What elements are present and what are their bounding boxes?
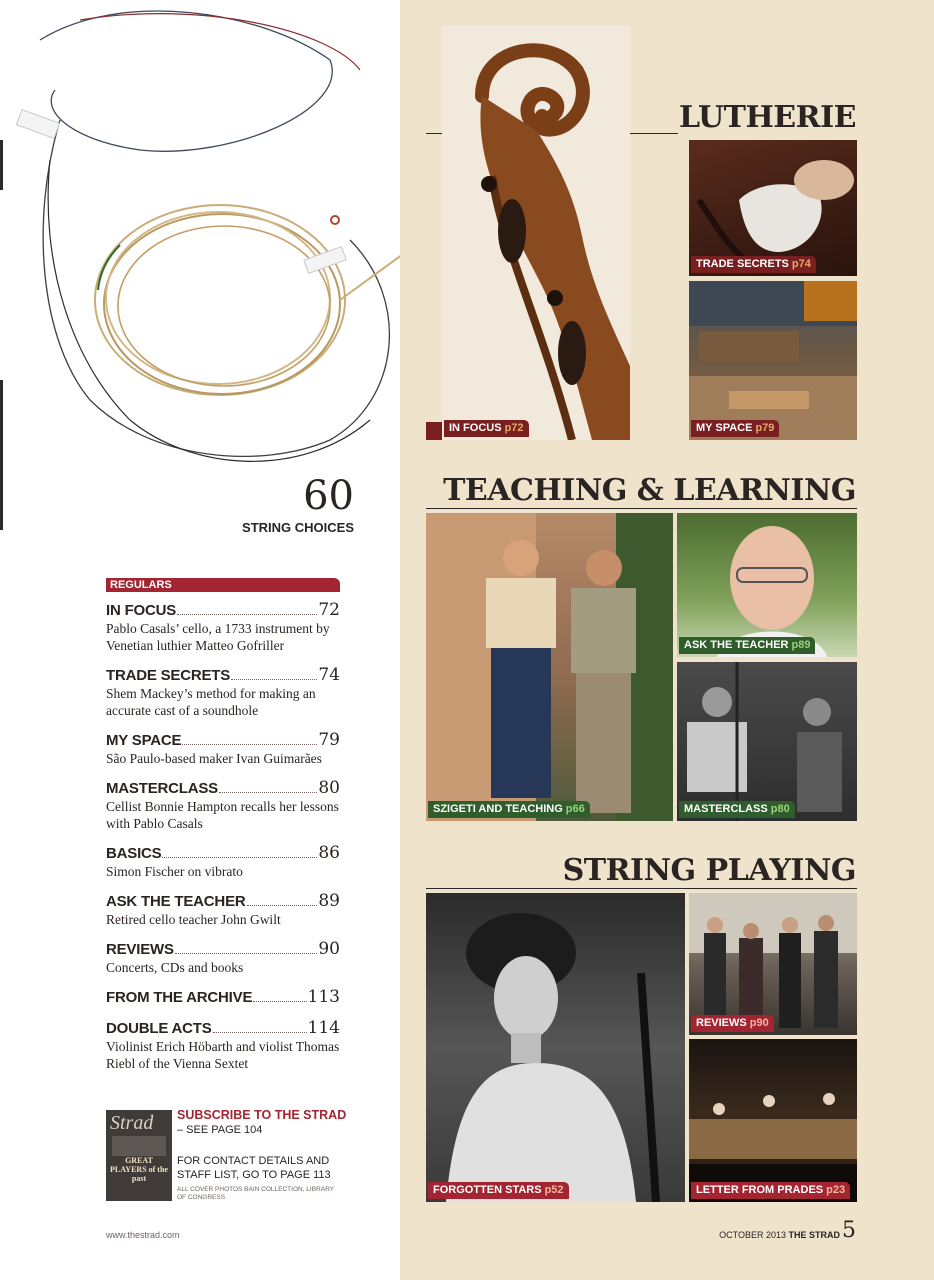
caption-label: ASK THE TEACHER — [684, 639, 789, 651]
caption-page: p79 — [755, 422, 775, 434]
caption-page: p72 — [504, 422, 524, 434]
subscribe-link[interactable]: SUBSCRIBE TO THE STRAD — [177, 1108, 347, 1122]
issue-line — [719, 1230, 840, 1240]
toc-description: São Paulo-based maker Ivan Guimarães — [106, 751, 322, 766]
toc-description: Cellist Bonnie Hampton recalls her lessons with Pablo Casals — [106, 799, 339, 831]
toc-entry-trade-secrets[interactable] — [106, 665, 340, 719]
toc-title: TRADE SECRETS — [106, 667, 231, 684]
toc-title: MY SPACE — [106, 732, 182, 749]
toc-entry-reviews[interactable] — [106, 939, 340, 976]
quartet-street-image — [689, 893, 857, 1035]
toc-page: 80 — [318, 778, 340, 798]
toc-page: 113 — [307, 987, 340, 1007]
caption-label: TRADE SECRETS — [696, 258, 789, 270]
toc-entry-my-space[interactable] — [106, 730, 340, 767]
strings-illustration — [0, 0, 440, 560]
toc-entry-from-the-archive[interactable] — [106, 987, 340, 1007]
toc-entry-ask-the-teacher[interactable] — [106, 891, 340, 928]
letter-from-prades-photo[interactable] — [689, 1039, 857, 1202]
edge-bar — [0, 140, 3, 190]
magazine-cover-thumbnail[interactable] — [106, 1110, 172, 1201]
toc-description: Violinist Erich Höbarth and violist Thomas Riebl of the Vienna Sextet — [106, 1039, 340, 1071]
caption-masterclass — [679, 801, 795, 818]
masterclass-photo[interactable] — [677, 662, 857, 821]
szigeti-photo[interactable] — [426, 513, 673, 821]
issue-date: OCTOBER 2013 — [719, 1230, 786, 1240]
caption-label: SZIGETI AND TEACHING — [433, 803, 563, 815]
dot-leader — [219, 792, 317, 793]
toc-description: Retired cello teacher John Gwilt — [106, 912, 281, 927]
caption-ask-the-teacher — [679, 637, 815, 654]
dot-leader — [247, 905, 318, 906]
toc-page: 90 — [318, 939, 340, 959]
caption-letter-from-prades — [691, 1182, 850, 1199]
caption-page: p90 — [749, 1017, 769, 1029]
caption-page: p80 — [770, 803, 790, 815]
section-title-lutherie: LUTHERIE — [679, 100, 856, 135]
caption-page: p23 — [826, 1184, 846, 1196]
cello-scroll-image — [442, 26, 630, 440]
toc-title: ASK THE TEACHER — [106, 893, 246, 910]
string-choices-label: STRING CHOICES — [242, 520, 354, 535]
toc-description: Shem Mackey’s method for making an accurate cast of a soundhole — [106, 686, 316, 718]
toc-entry-masterclass[interactable] — [106, 778, 340, 832]
toc-page: 79 — [318, 730, 340, 750]
contact-details-note: FOR CONTACT DETAILS AND STAFF LIST, GO TO PAGE 113 — [177, 1155, 331, 1181]
section-title-teaching: TEACHING & LEARNING — [443, 473, 856, 508]
caption-szigeti — [428, 801, 590, 818]
toc-entry-basics[interactable] — [106, 843, 340, 880]
toc-title: DOUBLE ACTS — [106, 1020, 212, 1037]
cover-photo-credit: ALL COVER PHOTOS BAIN COLLECTION, LIBRARY OF CONGRESS — [177, 1186, 334, 1201]
toc-description: Pablo Casals’ cello, a 1733 instrument by Venetian luthier Matteo Gofriller — [106, 621, 330, 653]
website-url[interactable]: www.thestrad.com — [106, 1230, 180, 1240]
dot-leader — [162, 857, 317, 858]
magazine-name: THE STRAD — [788, 1230, 840, 1240]
dot-leader — [182, 744, 317, 745]
cover-photo — [112, 1136, 166, 1156]
subscribe-page-ref: – SEE PAGE 104 — [177, 1124, 263, 1136]
two-men-image — [426, 513, 673, 821]
toc-page: 74 — [318, 665, 340, 685]
caption-my-space — [691, 420, 779, 437]
toc-title: MASTERCLASS — [106, 780, 218, 797]
page-number: 5 — [842, 1218, 856, 1243]
toc-page: 114 — [307, 1018, 340, 1038]
toc-description: Simon Fischer on vibrato — [106, 864, 243, 879]
toc-title: IN FOCUS — [106, 602, 177, 619]
toc-page: 72 — [318, 600, 340, 620]
toc-description: Concerts, CDs and books — [106, 960, 244, 975]
toc-page: 86 — [318, 843, 340, 863]
cello-lesson-image — [677, 662, 857, 821]
caption-forgotten-stars — [428, 1182, 569, 1199]
my-space-photo[interactable] — [689, 281, 857, 440]
teacher-portrait-image — [677, 513, 857, 657]
caption-page: p89 — [791, 639, 811, 651]
toc-entry-double-acts[interactable] — [106, 1018, 340, 1072]
regulars-list — [106, 600, 340, 1083]
trade-secrets-photo[interactable] — [689, 140, 857, 276]
dot-leader — [177, 614, 317, 615]
violinist-portrait-image — [426, 893, 685, 1202]
caption-label: MY SPACE — [696, 422, 753, 434]
workshop-image — [689, 281, 857, 440]
reviews-photo[interactable] — [689, 893, 857, 1035]
caption-in-focus — [444, 420, 529, 437]
dot-leader — [231, 679, 317, 680]
toc-page: 89 — [318, 891, 340, 911]
caption-label: MASTERCLASS — [684, 803, 768, 815]
toc-title: FROM THE ARCHIVE — [106, 989, 253, 1006]
edge-bar — [0, 380, 3, 530]
toc-entry-in-focus[interactable] — [106, 600, 340, 654]
toc-title: REVIEWS — [106, 941, 174, 958]
dot-leader — [253, 1001, 306, 1002]
caption-trade-secrets — [691, 256, 816, 273]
caption-page: p52 — [544, 1184, 564, 1196]
string-choices-callout — [242, 474, 354, 535]
concert-stage-image — [689, 1039, 857, 1202]
dot-leader — [175, 953, 318, 954]
cello-scroll-photo[interactable] — [442, 26, 630, 440]
caption-page: p66 — [565, 803, 585, 815]
caption-tab — [426, 422, 442, 440]
ask-the-teacher-photo[interactable] — [677, 513, 857, 657]
caption-label: LETTER FROM PRADES — [696, 1184, 824, 1196]
string-count: 60 — [303, 473, 354, 519]
regulars-header: REGULARS — [106, 578, 340, 592]
caption-label: FORGOTTEN STARS — [433, 1184, 542, 1196]
dot-leader — [213, 1032, 307, 1033]
left-column — [0, 0, 400, 1280]
caption-label: REVIEWS — [696, 1017, 747, 1029]
cover-subhead: GREAT PLAYERS of the past — [110, 1156, 168, 1183]
cover-masthead: Strad — [110, 1112, 154, 1134]
caption-label: IN FOCUS — [449, 422, 502, 434]
toc-title: BASICS — [106, 845, 162, 862]
caption-reviews — [691, 1015, 774, 1032]
section-rule — [426, 508, 857, 509]
section-rule — [426, 888, 857, 889]
caption-page: p74 — [791, 258, 811, 270]
section-title-string-playing: STRING PLAYING — [562, 853, 856, 888]
forgotten-stars-photo[interactable] — [426, 893, 685, 1202]
